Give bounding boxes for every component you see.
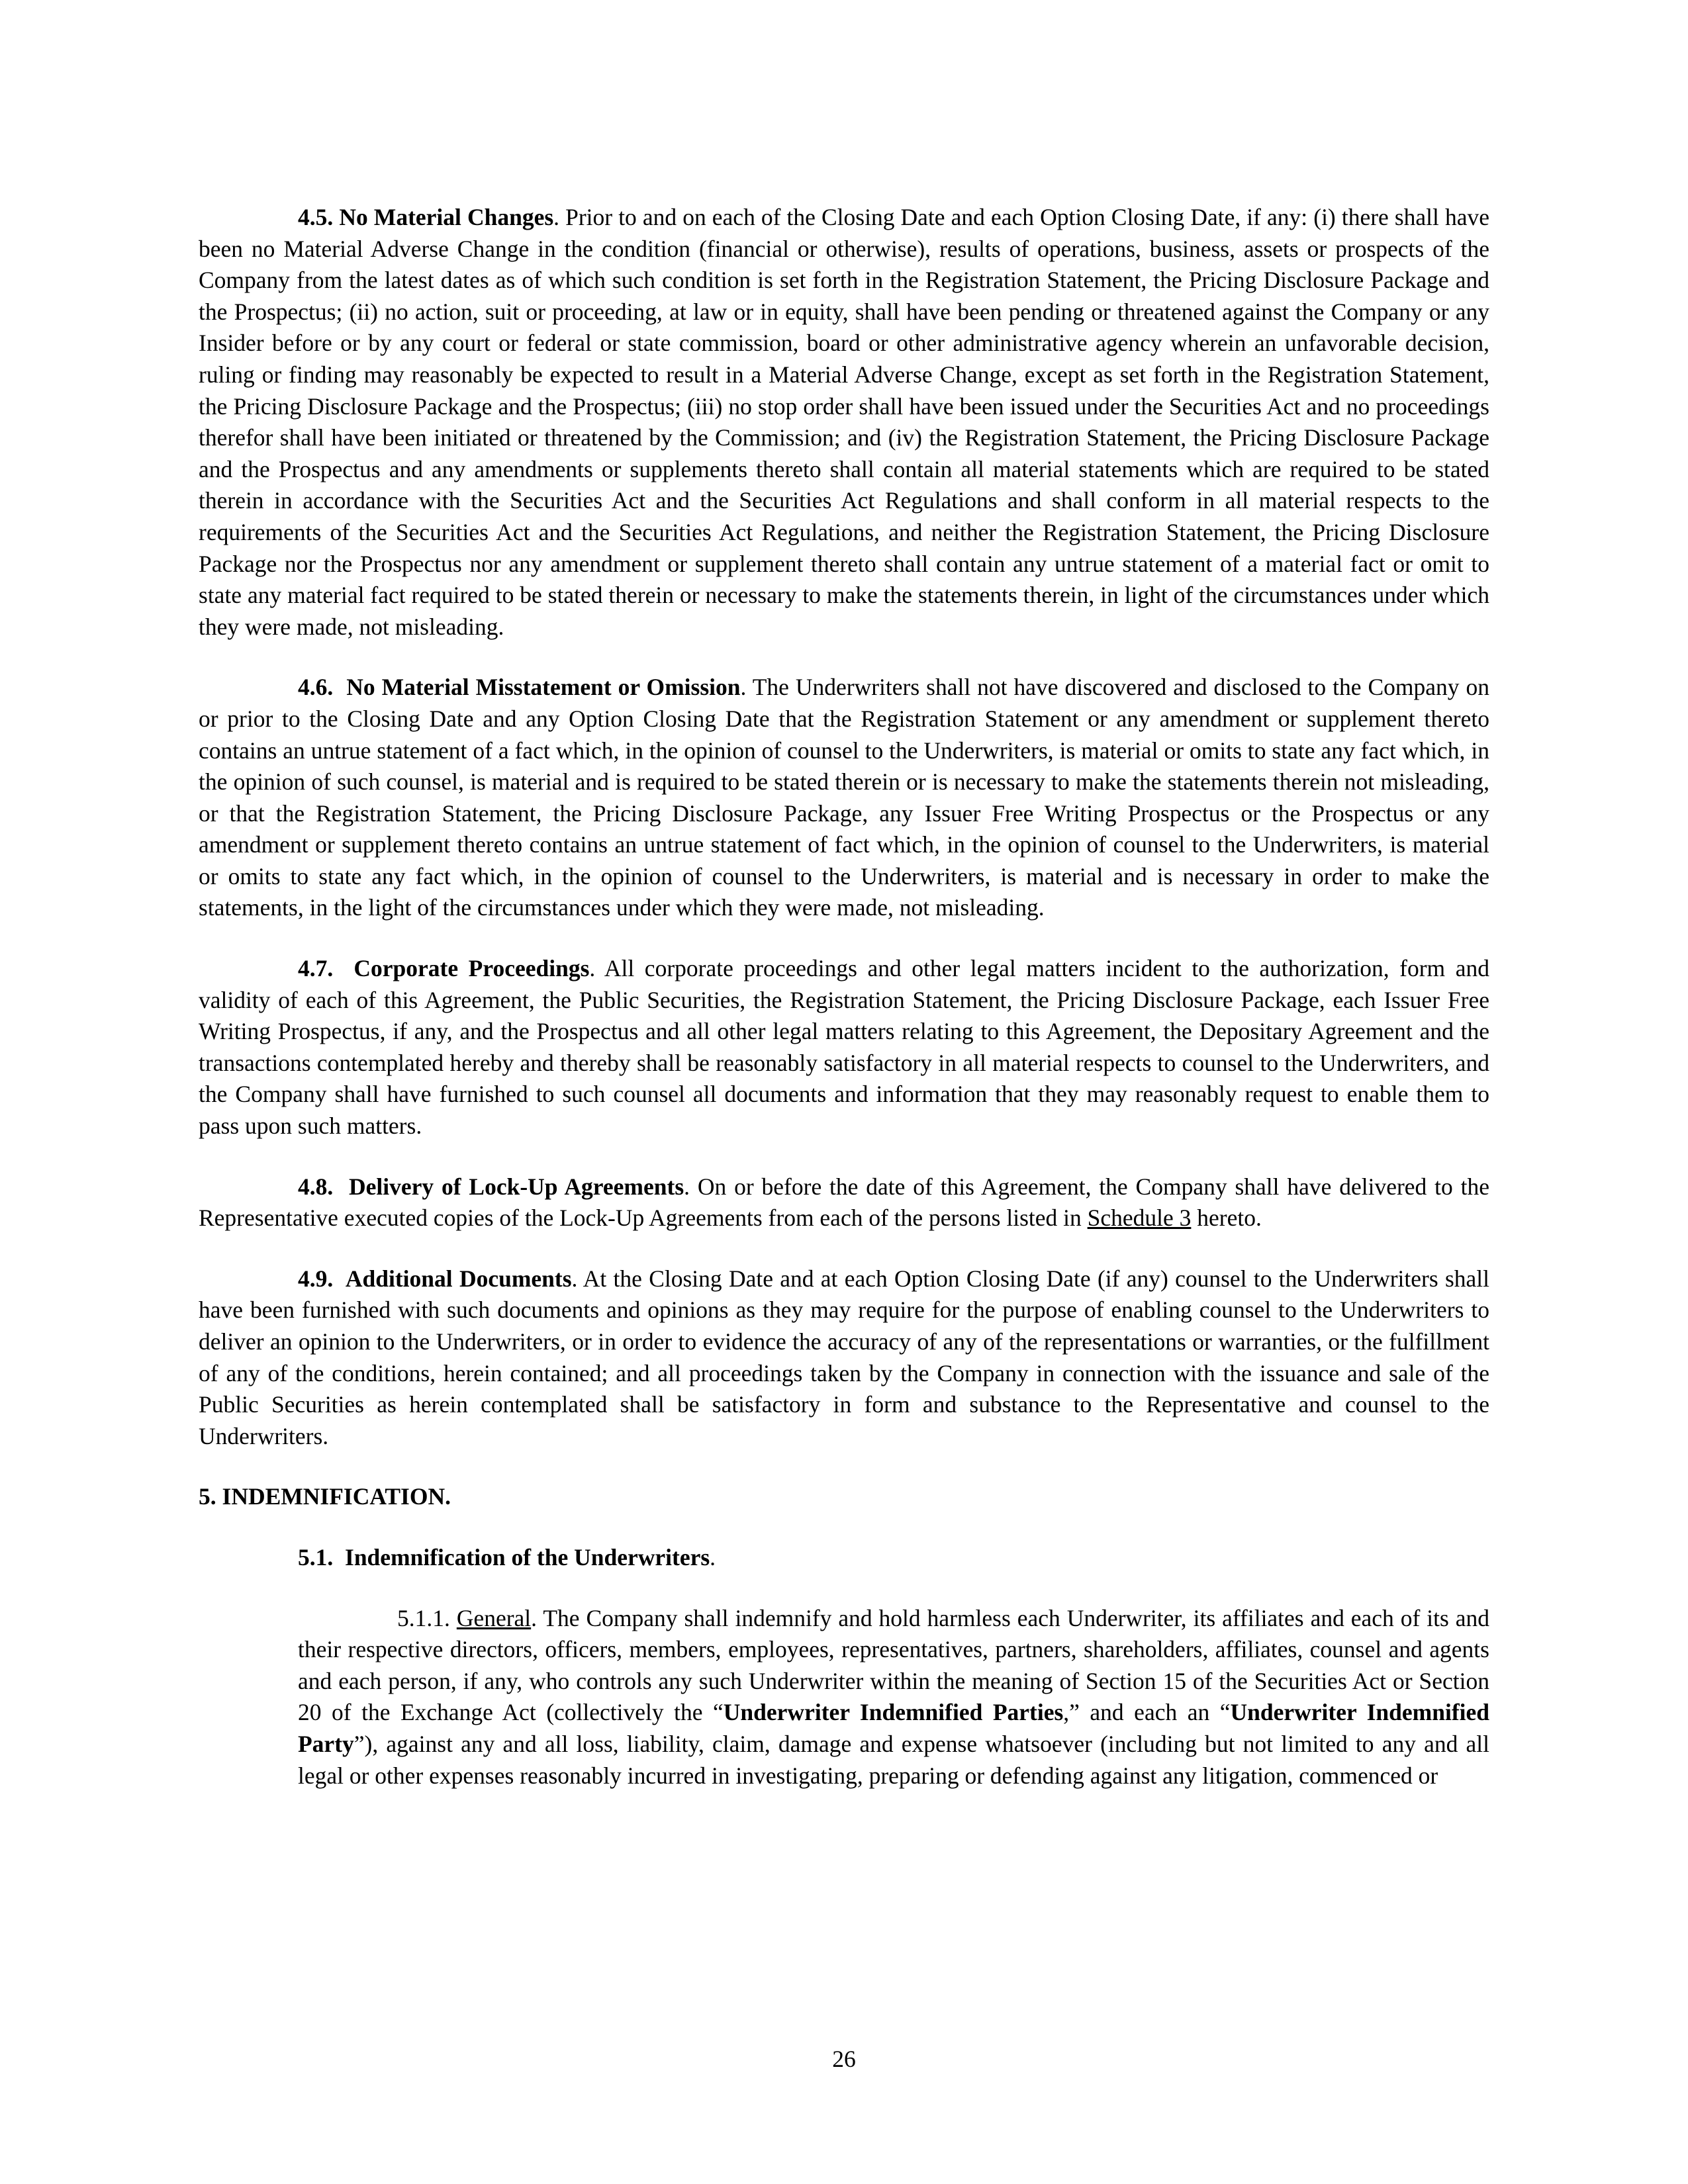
section-4-8-heading	[298, 1173, 684, 1200]
section-4-6-title: No Material Misstatement or Omission	[346, 674, 741, 701]
section-4-8-number: 4.8.	[298, 1173, 334, 1200]
section-4-8-body: . On or before the date of this Agreement, the Company shall have delivered to the Representative executed copies of the Lock-Up Agreements from each of the persons listed in	[199, 1173, 1489, 1232]
section-4-5-heading	[298, 204, 553, 230]
section-5-1-number: 5.1.	[298, 1543, 334, 1570]
section-5-1-1	[298, 1603, 1489, 1792]
section-4-7-body: . All corporate proceedings and other legal matters incident to the authorization, form and validity of each of this Agreement, the Public Securities, the Registration Statement, the Pricing Disclosure Package, each Issuer Free Writing Prospectus, if any, and the Prospectus and all other legal matters relating to this Agreement, the Depositary Agreement and the transactions contemplated hereby and thereby shall be reasonably satisfactory in all material respects to counsel to the Underwriters, and the Company shall have furnished to such counsel all documents and information that they may reasonably request to enable them to pass upon such matters.	[199, 955, 1489, 1140]
section-4-8-body-end: hereto.	[1191, 1205, 1262, 1232]
section-4-7-title: Corporate Proceedings	[353, 955, 590, 982]
section-5-1-period: .	[710, 1543, 716, 1570]
section-4-6	[199, 672, 1489, 924]
section-4-5-number: 4.5.	[298, 204, 334, 230]
defined-term-underwriter-indemnified-parties: Underwriter Indemnified Parties	[723, 1699, 1064, 1726]
section-5-1-1-number: 5.1.1.	[397, 1604, 450, 1631]
section-4-6-heading	[298, 674, 741, 700]
section-5-1-heading	[199, 1542, 1489, 1574]
page-number: 26	[832, 2046, 856, 2072]
section-4-5-body: . Prior to and on each of the Closing Date and each Option Closing Date, if any: (i) there shall have been no Material Adverse Change in the condition (financial or otherwise), results of operations, business, assets or prospects of the Company from the latest dates as of which such condition is set forth in the Registration Statement, the Pricing Disclosure Package and the Prospectus; (ii) no action, suit or proceeding, at law or in equity, shall have been pending or threatened against the Company or any Insider before or by any court or federal or state commission, board or other administrative agency wherein an unfavorable decision, ruling or finding may reasonably be expected to result in a Material Adverse Change, except as set forth in the Registration Statement, the Pricing Disclosure Package and the Prospectus; (iii) no stop order shall have been issued under the Securities Act and no proceedings therefor shall have been initiated or threatened by the Commission; and (iv) the Registration Statement, the Pricing Disclosure Package and the Prospectus and any amendments or supplements thereto shall contain all material statements which are required to be stated therein in accordance with the Securities Act and the Securities Act Regulations and shall conform in all material respects to the requirements of the Securities Act and the Securities Act Regulations, and neither the Registration Statement, the Pricing Disclosure Package nor the Prospectus nor any amendment or supplement thereto shall contain any untrue statement of a material fact or omit to state any material fact required to be stated therein or necessary to make the statements therein, in light of the circumstances under which they were made, not misleading.	[199, 204, 1490, 640]
section-4-8	[199, 1171, 1489, 1234]
section-4-7	[199, 953, 1489, 1142]
section-5-1-1-body-part-3: ”), against any and all loss, liability, claim, damage and expense whatsoever (including but not limited to any and all legal or other expenses reasonably incurred in investigating, preparing or defending against any litigation, commenced or	[298, 1730, 1489, 1789]
section-4-7-number: 4.7.	[298, 955, 334, 982]
section-4-9-number: 4.9.	[298, 1265, 334, 1292]
section-5-1-1-body-part-2: ,” and each an “	[1063, 1699, 1231, 1726]
section-4-5	[199, 202, 1489, 643]
section-5-heading: 5. INDEMNIFICATION.	[199, 1483, 451, 1510]
schedule-3-reference: Schedule 3	[1087, 1205, 1192, 1232]
section-4-9-title: Additional Documents	[345, 1265, 572, 1292]
section-4-6-number: 4.6.	[298, 674, 334, 701]
section-5-1-1-title: General	[456, 1604, 532, 1631]
section-4-9-heading	[298, 1265, 572, 1292]
section-4-9-body: . At the Closing Date and at each Option Closing Date (if any) counsel to the Underwriters shall have been furnished with such documents and opinions as they may require for the purpose of enabling counsel to the Underwriters to deliver an opinion to the Underwriters, or in order to evidence the accuracy of any of the representations or warranties, or the fulfillment of any of the conditions, herein contained; and all proceedings taken by the Company in connection with the issuance and sale of the Public Securities as herein contemplated shall be satisfactory in form and substance to the Representative and counsel to the Underwriters.	[199, 1265, 1490, 1449]
section-4-9	[199, 1263, 1489, 1453]
defined-term-underwriter-indemnified-party: Underwriter Indemnified Party	[298, 1699, 1490, 1757]
section-5-1-heading-bold	[298, 1544, 710, 1570]
section-4-5-title: No Material Changes	[339, 204, 554, 230]
section-4-8-title: Delivery of Lock-Up Agreements	[348, 1173, 684, 1200]
section-4-6-body: . The Underwriters shall not have discovered and disclosed to the Company on or prior to the Closing Date and any Option Closing Date that the Registration Statement or any amendment or supplement thereto contains an untrue statement of a fact which, in the opinion of counsel to the Underwriters, is material or omits to state any fact which, in the opinion of such counsel, is material and is required to be stated therein or is necessary to make the statements therein not misleading, or that the Registration Statement, the Pricing Disclosure Package, any Issuer Free Writing Prospectus or the Prospectus or any amendment or supplement thereto contains an untrue statement of fact which, in the opinion of counsel to the Underwriters, is material or omits to state any fact which, in the opinion of counsel to the Underwriters, is material and is necessary in order to make the statements, in the light of the circumstances under which they were made, not misleading.	[199, 674, 1489, 921]
page-body	[199, 202, 1489, 1792]
section-5-1-1-body-part-1: . The Company shall indemnify and hold harmless each Underwriter, its affiliates and each of its and their respective directors, officers, members, employees, representatives, partners, shareholders, affiliates, counsel and agents and each person, if any, who controls any such Underwriter within the meaning of Section 15 of the Securities Act or Section 20 of the Exchange Act (collectively the “	[298, 1604, 1489, 1726]
section-4-7-heading	[298, 955, 589, 981]
section-5-1-title: Indemnification of the Underwriters	[345, 1543, 710, 1570]
